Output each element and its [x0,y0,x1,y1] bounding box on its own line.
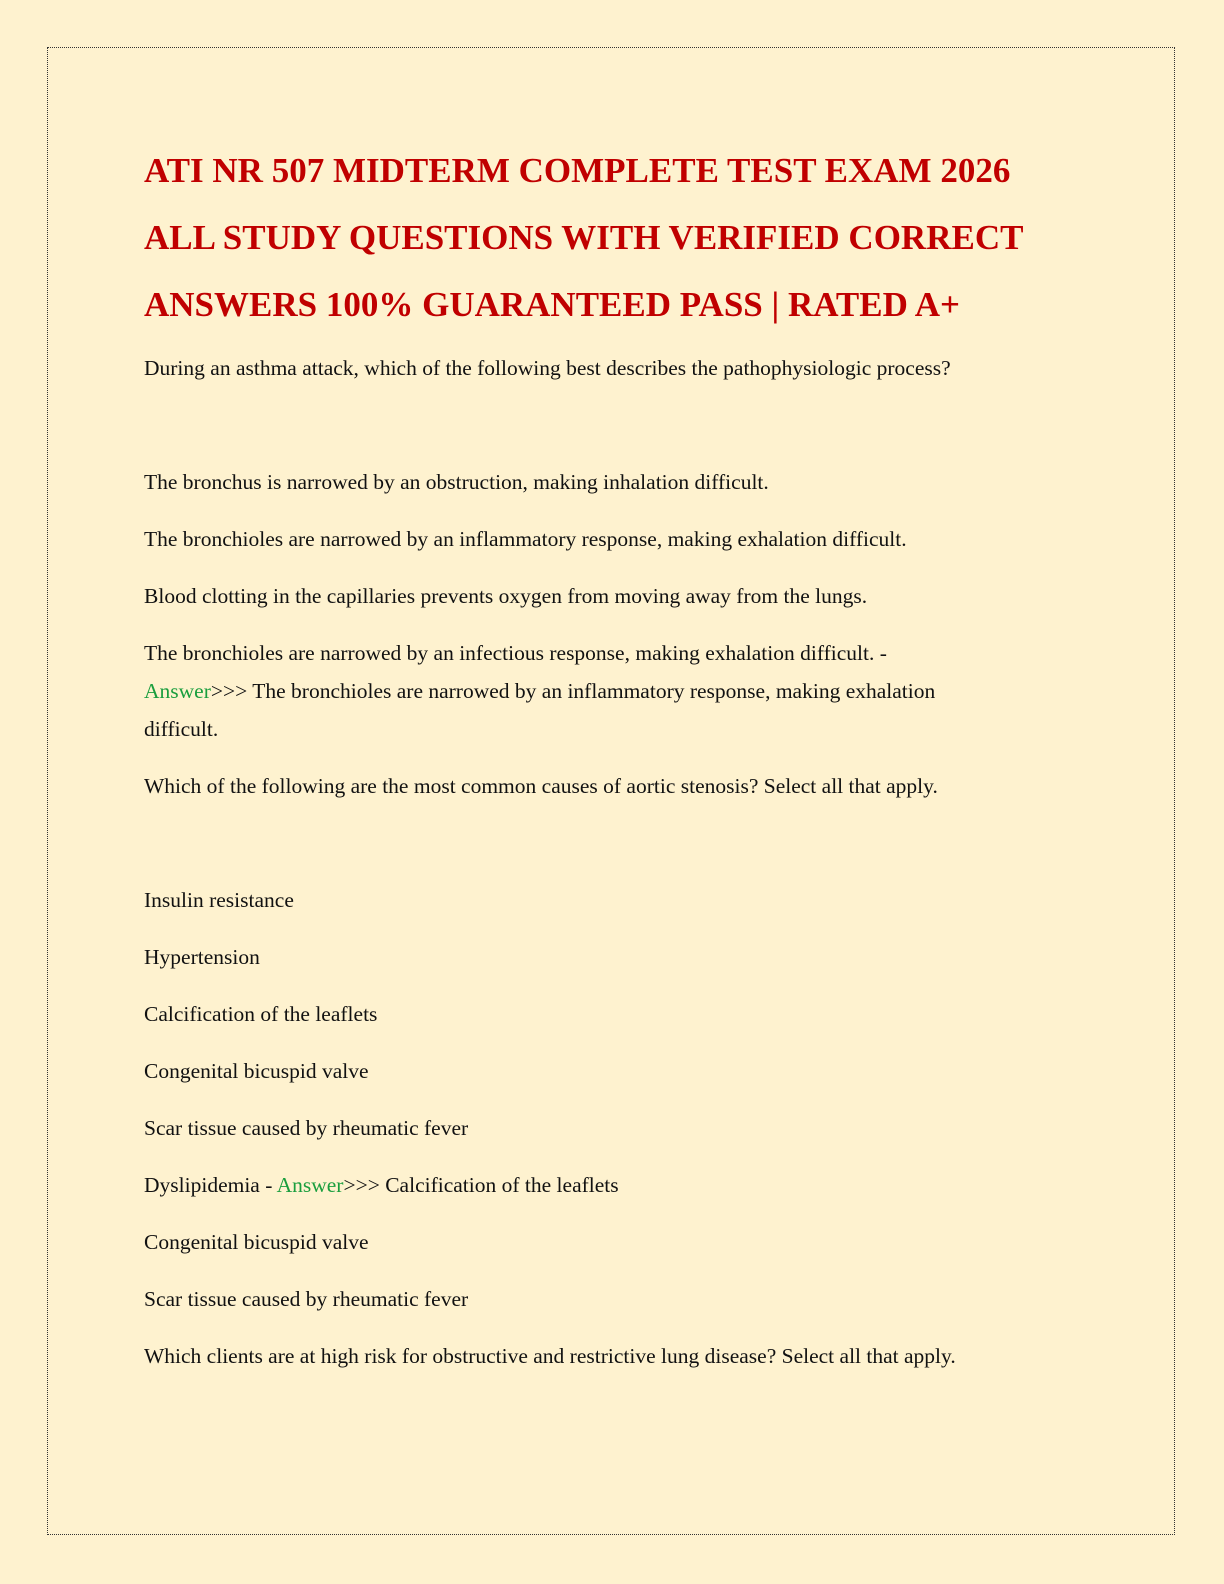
q2-option-5: Scar tissue caused by rheumatic fever [144,1116,469,1140]
document-content [144,137,1064,1375]
q2-answer-line [144,1166,1064,1204]
title-line-3: ANSWERS 100% GUARANTEED PASS | RATED A+ [144,285,960,324]
q1-answer-line [144,672,1064,710]
q1-answer-marker: >>> [210,679,248,703]
title-line-1: ATI NR 507 MIDTERM COMPLETE TEST EXAM 2026 [144,151,1011,190]
title-line-2: ALL STUDY QUESTIONS WITH VERIFIED CORRECT [144,218,1024,257]
q2-option-1: Insulin resistance [144,888,294,912]
question-3-text: Which clients are at high risk for obstructive and restrictive lung disease? Select all that apply. [144,1344,956,1368]
q1-answer-text: The bronchioles are narrowed by an inflammatory response, making exhalation [247,679,936,703]
q1-option-3: Blood clotting in the capillaries prevents oxygen from moving away from the lungs. [144,584,868,608]
q2-answer-label: Answer [276,1173,344,1197]
q2-answer-text: Calcification of the leaflets [379,1173,619,1197]
q1-option-4: The bronchioles are narrowed by an infectious response, making exhalation difficult. - [144,641,887,665]
q1-option-1: The bronchus is narrowed by an obstruction, making inhalation difficult. [144,470,769,494]
q2-option-6: Dyslipidemia - [144,1173,277,1197]
question-2-text: Which of the following are the most common causes of aortic stenosis? Select all that apply. [144,774,938,798]
q1-answer-continuation: difficult. [144,717,219,741]
q2-answer-item-3: Scar tissue caused by rheumatic fever [144,1287,469,1311]
q2-option-2: Hypertension [144,945,260,969]
q1-option-2: The bronchioles are narrowed by an inflammatory response, making exhalation difficult. [144,527,907,551]
q2-option-4: Congenital bicuspid valve [144,1059,369,1083]
q2-answer-marker: >>> [343,1173,380,1197]
question-1-text: During an asthma attack, which of the following best describes the pathophysiologic process? [144,356,951,380]
q2-option-3: Calcification of the leaflets [144,1002,378,1026]
q2-answer-item-2: Congenital bicuspid valve [144,1230,369,1254]
document-title [144,137,1064,338]
q1-answer-label: Answer [144,679,211,703]
